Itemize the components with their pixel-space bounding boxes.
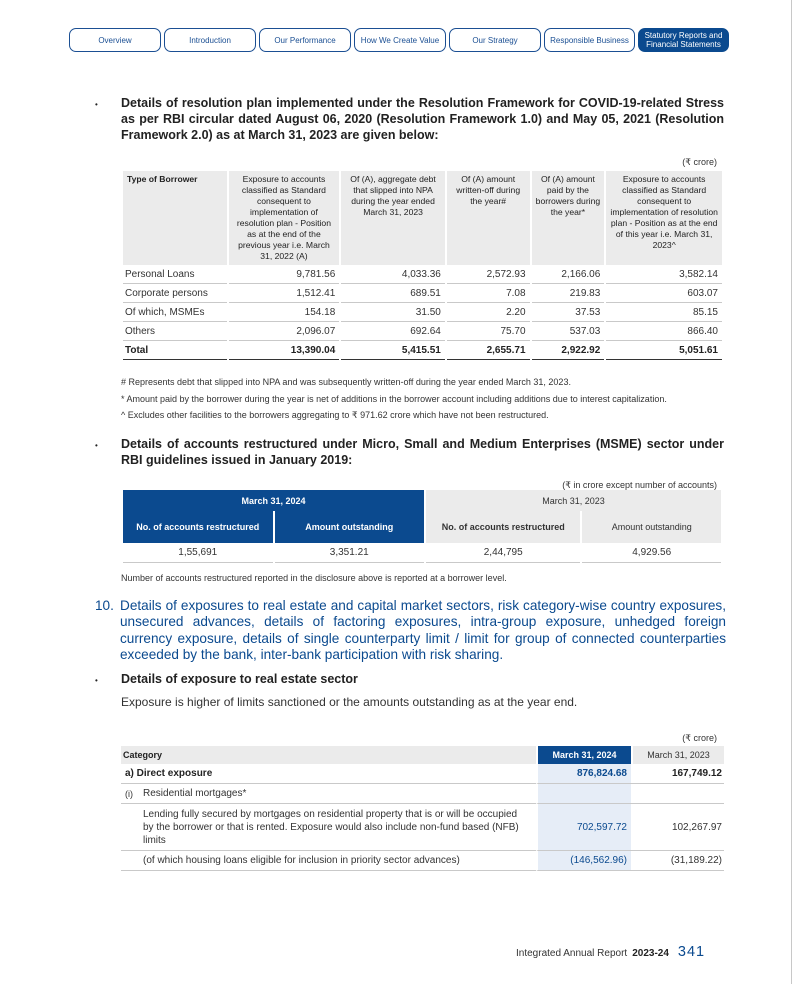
- column-header: March 31, 2023: [631, 746, 724, 764]
- cell-value: 4,929.56: [582, 543, 721, 563]
- cell-value: 31.50: [341, 303, 445, 322]
- row-label: Residential mortgages*: [143, 784, 536, 804]
- cell-value: 219.83: [532, 284, 605, 303]
- table-unit-label: (₹ crore): [682, 157, 717, 167]
- column-header: Of (A) amount written-off during the year#: [447, 171, 530, 265]
- cell-value: 75.70: [447, 322, 530, 341]
- cell-value: 154.18: [229, 303, 340, 322]
- section-10-title: Details of exposures to real estate and capital market sectors, risk category-wise country exposures, unsecured advances, details of factoring exposures, intra-group exposure, unhedged foreign currency exposure, details of single counterparty limit / limit for group of connected counterparties exceeded by the bank, inter-bank participation with risk sharing.: [120, 598, 726, 663]
- row-label: Of which, MSMEs: [123, 303, 227, 322]
- column-header-row: [123, 511, 721, 543]
- cell-value: 702,597.72: [536, 804, 631, 851]
- msme-heading: Details of accounts restructured under Micro, Small and Medium Enterprises (MSME) sector under RBI guidelines issued in January 2019:: [121, 437, 724, 467]
- row-label: (of which housing loans eligible for inclusion in priority sector advances): [143, 851, 536, 871]
- real-estate-exposure-table: [121, 746, 724, 871]
- section-10-heading: [96, 598, 726, 664]
- table-row: [123, 284, 722, 303]
- column-header: Amount outstanding: [275, 511, 424, 543]
- column-header: Category: [121, 746, 536, 764]
- table-row: [123, 543, 721, 563]
- cell-value: 689.51: [341, 284, 445, 303]
- cell-value: 13,390.04: [229, 341, 340, 360]
- table-row: [123, 322, 722, 341]
- cell-value: [536, 784, 631, 804]
- cell-value: 102,267.97: [631, 804, 724, 851]
- cell-value: 692.64: [341, 322, 445, 341]
- footnote: ^ Excludes other facilities to the borrowers aggregating to ₹ 971.62 crore which have not been restructured.: [121, 410, 549, 420]
- cell-value: 9,781.56: [229, 265, 340, 284]
- bullet-point: •: [95, 441, 98, 450]
- real-estate-subheading: Details of exposure to real estate sector: [121, 672, 358, 686]
- exposure-paragraph: Exposure is higher of limits sanctioned or the amounts outstanding as at the year end.: [121, 695, 578, 709]
- page-footer: [516, 944, 705, 960]
- cell-value: 603.07: [606, 284, 722, 303]
- cell-value: 3,582.14: [606, 265, 722, 284]
- table-row: [123, 265, 722, 284]
- footnote: * Amount paid by the borrower during the year is net of additions in the borrower account including additions due to interest capitalization.: [121, 394, 667, 404]
- row-label: Corporate persons: [123, 284, 227, 303]
- row-number: [121, 851, 143, 871]
- row-label: Total: [123, 341, 227, 360]
- cell-value: 2,572.93: [447, 265, 530, 284]
- tab-our-performance[interactable]: Our Performance: [259, 28, 351, 52]
- column-header: Of (A), aggregate debt that slipped into NPA during the year ended March 31, 2023: [341, 171, 445, 265]
- tab-statutory-reports[interactable]: Statutory Reports and Financial Statements: [638, 28, 729, 52]
- table-row: [123, 303, 722, 322]
- report-title: Integrated Annual Report: [516, 948, 628, 959]
- msme-note: Number of accounts restructured reported in the disclosure above is reported at a borrower level.: [121, 573, 507, 583]
- cell-value: 2,922.92: [532, 341, 605, 360]
- column-header: Exposure to accounts classified as Standard consequent to implementation of resolution plan - Position as at the end of the previous year i.e. March 31, 2022 (A): [229, 171, 340, 265]
- table-header-row: [123, 171, 722, 265]
- column-header: Exposure to accounts classified as Standard consequent to implementation of resolution plan - Position as at the end of this year i.e. March 31, 2023^: [606, 171, 722, 265]
- tab-introduction[interactable]: Introduction: [164, 28, 256, 52]
- tab-how-we-create-value[interactable]: How We Create Value: [354, 28, 446, 52]
- cell-value: 2,096.07: [229, 322, 340, 341]
- cell-value: [631, 784, 724, 804]
- bullet-point: •: [95, 100, 98, 109]
- column-header: Of (A) amount paid by the borrowers during the year*: [532, 171, 605, 265]
- row-label: a) Direct exposure: [121, 764, 536, 784]
- page-number: 341: [677, 944, 706, 960]
- cell-value: (31,189.22): [631, 851, 724, 871]
- cell-value: 85.15: [606, 303, 722, 322]
- cell-value: 876,824.68: [536, 764, 631, 784]
- period-2023-header: March 31, 2023: [426, 490, 721, 511]
- cell-value: 167,749.12: [631, 764, 724, 784]
- row-label: Others: [123, 322, 227, 341]
- table-row: [121, 784, 724, 804]
- cell-value: 2,166.06: [532, 265, 605, 284]
- cell-value: 3,351.21: [275, 543, 424, 563]
- table-row: [121, 804, 724, 851]
- cell-value: 7.08: [447, 284, 530, 303]
- cell-value: 2,655.71: [447, 341, 530, 360]
- period-header-row: [123, 490, 721, 511]
- period-2024-header: March 31, 2024: [123, 490, 424, 511]
- cell-value: (146,562.96): [536, 851, 631, 871]
- report-year: 2023-24: [632, 948, 669, 959]
- column-header: Amount outstanding: [582, 511, 721, 543]
- footnote: # Represents debt that slipped into NPA and was subsequently written-off during the year ended March 31, 2023.: [121, 377, 571, 387]
- row-number: [121, 804, 143, 851]
- tab-responsible-business[interactable]: Responsible Business: [544, 28, 635, 52]
- cell-value: 866.40: [606, 322, 722, 341]
- total-row: [123, 341, 722, 360]
- cell-value: 5,051.61: [606, 341, 722, 360]
- msme-restructured-table: [121, 490, 723, 563]
- tab-overview[interactable]: Overview: [69, 28, 161, 52]
- cell-value: 37.53: [532, 303, 605, 322]
- table-row: [121, 851, 724, 871]
- cell-value: 2.20: [447, 303, 530, 322]
- resolution-plan-table: [121, 171, 724, 360]
- tab-our-strategy[interactable]: Our Strategy: [449, 28, 541, 52]
- cell-value: 1,55,691: [123, 543, 273, 563]
- cell-value: 5,415.51: [341, 341, 445, 360]
- row-number: (i): [121, 784, 143, 804]
- resolution-plan-heading: Details of resolution plan implemented under the Resolution Framework for COVID-19-related Stress as per RBI circular dated August 06, 2020 (Resolution Framework 1.0) and May 05, 2021 (Resolution Framework 2.0) as at March 31, 2023 are given below:: [121, 96, 724, 142]
- top-navigation: [69, 28, 729, 52]
- column-header: March 31, 2024: [536, 746, 631, 764]
- column-header: No. of accounts restructured: [123, 511, 273, 543]
- table-unit-label: (₹ crore): [682, 733, 717, 743]
- cell-value: 1,512.41: [229, 284, 340, 303]
- row-label: Personal Loans: [123, 265, 227, 284]
- table-header-row: [121, 746, 724, 764]
- bullet-point: •: [95, 676, 98, 685]
- table-unit-label: (₹ in crore except number of accounts): [562, 480, 717, 490]
- cell-value: 4,033.36: [341, 265, 445, 284]
- section-number: 10.: [95, 598, 114, 613]
- row-label: Lending fully secured by mortgages on residential property that is or will be occupied by the borrower or that is rented. Exposure would also include non-fund based (NFB) limits: [143, 804, 536, 851]
- column-header: Type of Borrower: [123, 171, 227, 265]
- cell-value: 2,44,795: [426, 543, 580, 563]
- cell-value: 537.03: [532, 322, 605, 341]
- table-row: [121, 764, 724, 784]
- column-header: No. of accounts restructured: [426, 511, 580, 543]
